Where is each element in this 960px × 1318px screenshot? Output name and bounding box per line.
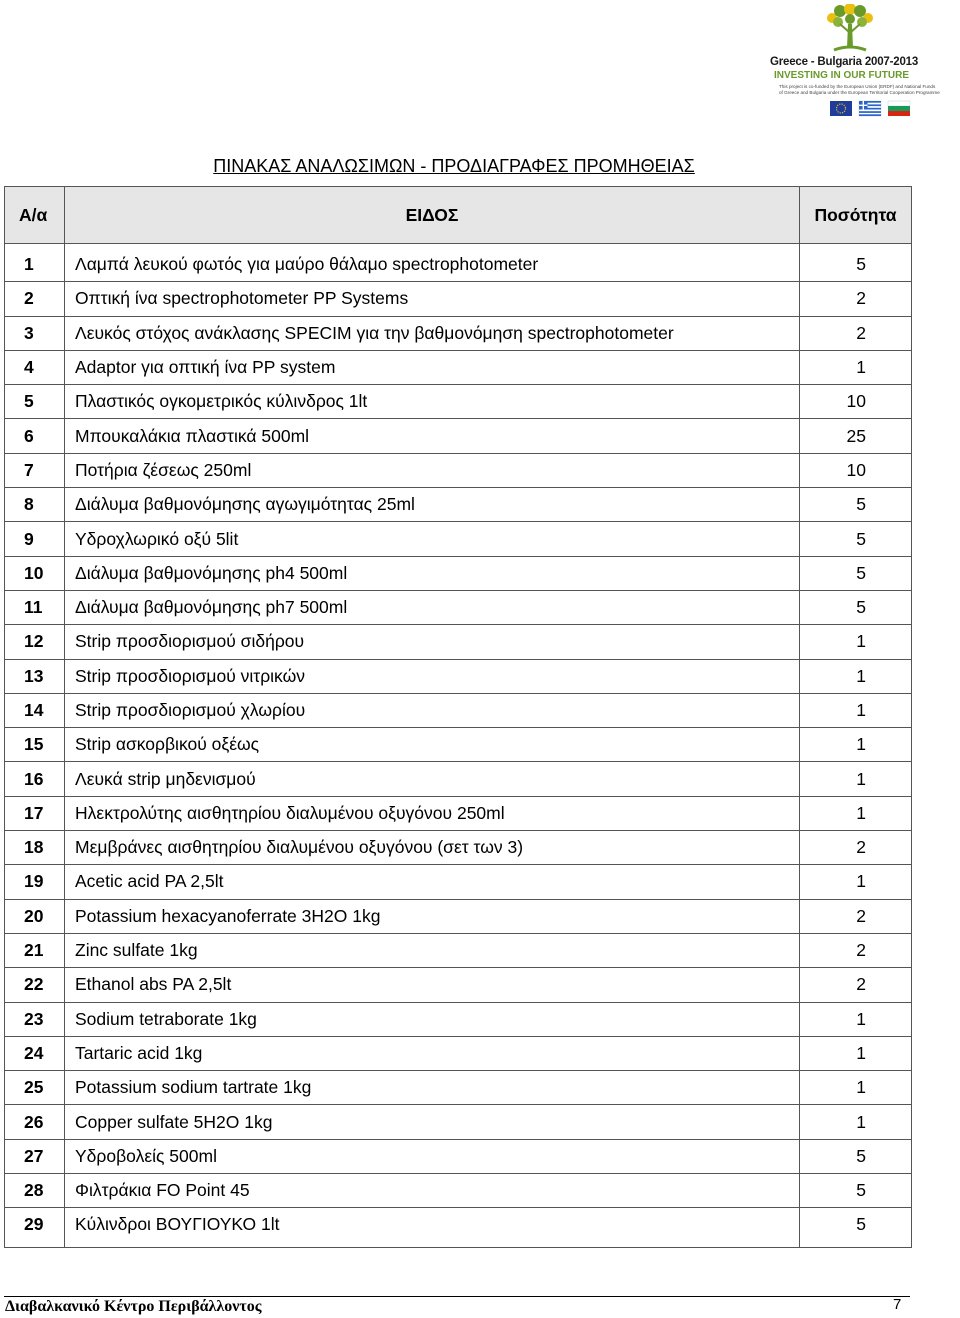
logo-tagline: INVESTING IN OUR FUTURE [774,70,910,81]
greece-flag-icon [859,101,881,116]
row-number: 22 [5,968,65,1002]
row-number: 6 [5,419,65,453]
row-quantity: 5 [800,244,912,282]
table-row [5,831,912,865]
row-item: Υδροχλωρικό οξύ 5lit [65,522,800,556]
table-row [5,659,912,693]
table-row [5,865,912,899]
table-row [5,1105,912,1139]
row-number: 16 [5,762,65,796]
row-item: Strip προσδιορισμού σιδήρου [65,625,800,659]
footer-divider [4,1296,910,1297]
row-quantity: 1 [800,1002,912,1036]
table-row [5,1174,912,1208]
row-item: Πλαστικός ογκομετρικός κύλινδρος 1lt [65,385,800,419]
header-quantity: Ποσότητα [800,187,912,244]
table-row [5,1002,912,1036]
row-item: Potassium sodium tartrate 1kg [65,1071,800,1105]
row-number: 29 [5,1208,65,1247]
row-number: 25 [5,1071,65,1105]
row-quantity: 5 [800,522,912,556]
row-number: 10 [5,556,65,590]
table-row [5,522,912,556]
row-number: 24 [5,1036,65,1070]
header-item: ΕΙΔΟΣ [65,187,800,244]
row-quantity: 2 [800,933,912,967]
row-quantity: 1 [800,625,912,659]
row-item: Ηλεκτρολύτης αισθητηρίου διαλυμένου οξυγόνου 250ml [65,796,800,830]
row-item: Ποτήρια ζέσεως 250ml [65,453,800,487]
row-quantity: 10 [800,385,912,419]
row-item: Sodium tetraborate 1kg [65,1002,800,1036]
row-quantity: 1 [800,796,912,830]
row-item: Οπτική ίνα spectrophotometer PP Systems [65,282,800,316]
row-number: 14 [5,693,65,727]
table-row [5,1071,912,1105]
row-number: 26 [5,1105,65,1139]
row-number: 20 [5,899,65,933]
row-item: Λευκά strip μηδενισμού [65,762,800,796]
table-row [5,796,912,830]
table-row [5,968,912,1002]
row-quantity: 5 [800,556,912,590]
table-row [5,244,912,282]
row-number: 13 [5,659,65,693]
table-row [5,899,912,933]
table-row [5,1139,912,1173]
row-item: Μπουκαλάκια πλαστικά 500ml [65,419,800,453]
table-row [5,556,912,590]
row-quantity: 1 [800,693,912,727]
row-quantity: 1 [800,865,912,899]
row-item: Copper sulfate 5H2O 1kg [65,1105,800,1139]
row-quantity: 5 [800,1208,912,1247]
row-number: 19 [5,865,65,899]
row-item: Zinc sulfate 1kg [65,933,800,967]
row-item: Ethanol abs PA 2,5lt [65,968,800,1002]
row-number: 8 [5,488,65,522]
row-item: Λαμπά λευκού φωτός για μαύρο θάλαμο spectrophotometer [65,244,800,282]
table-row [5,693,912,727]
row-item: Διάλυμα βαθμονόμησης ph7 500ml [65,590,800,624]
table-row [5,728,912,762]
row-number: 11 [5,590,65,624]
row-number: 18 [5,831,65,865]
row-quantity: 2 [800,968,912,1002]
tree-logo-icon [822,4,878,54]
row-item: Strip προσδιορισμού νιτρικών [65,659,800,693]
table-row [5,385,912,419]
row-number: 28 [5,1174,65,1208]
programme-logo [770,4,960,122]
row-quantity: 10 [800,453,912,487]
footer-organization: Διαβαλκανικό Κέντρο Περιβάλλοντος [5,1298,262,1315]
row-number: 17 [5,796,65,830]
table-header-row [5,187,912,244]
row-quantity: 1 [800,659,912,693]
table-row [5,316,912,350]
row-number: 2 [5,282,65,316]
row-quantity: 2 [800,316,912,350]
row-quantity: 5 [800,1174,912,1208]
row-item: Tartaric acid 1kg [65,1036,800,1070]
row-quantity: 1 [800,728,912,762]
table-row [5,1036,912,1070]
row-item: Μεμβράνες αισθητηρίου διαλυμένου οξυγόνου (σετ των 3) [65,831,800,865]
row-quantity: 1 [800,350,912,384]
row-quantity: 5 [800,488,912,522]
row-quantity: 2 [800,899,912,933]
header-number: Α/α [5,187,65,244]
logo-flags [830,99,912,117]
row-number: 15 [5,728,65,762]
row-item: Acetic acid PA 2,5lt [65,865,800,899]
row-number: 9 [5,522,65,556]
table-row [5,282,912,316]
row-item: Strip ασκορβικού οξέως [65,728,800,762]
table-row [5,419,912,453]
consumables-table [4,186,912,1248]
row-number: 12 [5,625,65,659]
row-number: 7 [5,453,65,487]
table-row [5,1208,912,1247]
row-number: 27 [5,1139,65,1173]
row-quantity: 1 [800,1071,912,1105]
row-number: 4 [5,350,65,384]
row-quantity: 1 [800,1036,912,1070]
row-quantity: 2 [800,831,912,865]
row-quantity: 5 [800,1139,912,1173]
logo-title: Greece - Bulgaria 2007-2013 [770,56,919,68]
table-row [5,488,912,522]
page-number: 7 [893,1296,902,1313]
row-number: 23 [5,1002,65,1036]
row-item: Υδροβολείς 500ml [65,1139,800,1173]
page-title: ΠΙΝΑΚΑΣ ΑΝΑΛΩΣΙΜΩΝ - ΠΡΟΔΙΑΓΡΑΦΕΣ ΠΡΟΜΗΘΕΙΑΣ [213,156,695,176]
bulgaria-flag-icon [888,101,910,116]
row-quantity: 1 [800,1105,912,1139]
table-row [5,625,912,659]
row-quantity: 1 [800,762,912,796]
row-item: Κύλινδροι ΒΟΥΓΙΟΥΚΟ 1lt [65,1208,800,1247]
row-item: Potassium hexacyanoferrate 3H2O 1kg [65,899,800,933]
row-quantity: 25 [800,419,912,453]
row-item: Φιλτράκια FO Point 45 [65,1174,800,1208]
row-item: Διάλυμα βαθμονόμησης ph4 500ml [65,556,800,590]
row-number: 21 [5,933,65,967]
row-number: 3 [5,316,65,350]
row-item: Strip προσδιορισμού χλωρίου [65,693,800,727]
row-number: 5 [5,385,65,419]
row-quantity: 5 [800,590,912,624]
logo-funding-note: This project is co-funded by the European Union (ERDF) and National Funds of Greece and Bulgaria under the European Territorial Cooperation Programme [779,84,940,95]
table-row [5,933,912,967]
row-number: 1 [5,244,65,282]
row-item: Adaptor για οπτική ίνα PP system [65,350,800,384]
table-body [5,244,912,1248]
row-item: Λευκός στόχος ανάκλασης SPECIM για την βαθμονόμηση spectrophotometer [65,316,800,350]
table-row [5,350,912,384]
table-row [5,453,912,487]
row-quantity: 2 [800,282,912,316]
table-row [5,762,912,796]
table-row [5,590,912,624]
eu-flag-icon [830,101,852,116]
row-item: Διάλυμα βαθμονόμησης αγωγιμότητας 25ml [65,488,800,522]
